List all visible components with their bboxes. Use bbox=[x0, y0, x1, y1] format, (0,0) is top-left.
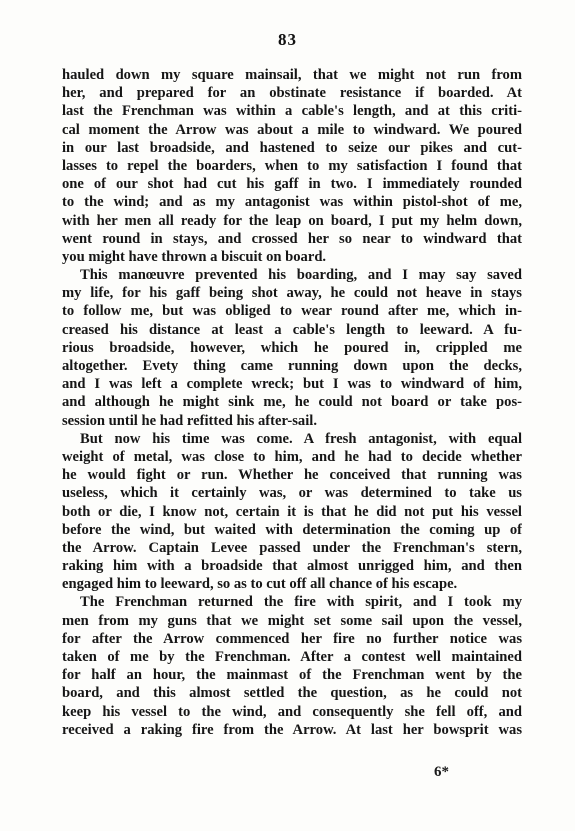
text-line: useless, which it certainly was, or was determined to take us bbox=[62, 485, 522, 502]
page-number: 83 bbox=[278, 30, 297, 49]
text-line: men from my guns that we might set some sail upon the vessel, bbox=[62, 612, 522, 629]
text-line: keep his vessel to the wind, and consequently she fell off, and bbox=[62, 703, 522, 720]
text-line: and although he might sink me, he could not board or take pos- bbox=[62, 394, 522, 411]
text-line: for after the Arrow commenced her fire no further notice was bbox=[62, 630, 522, 647]
text-line: you might have thrown a biscuit on board. bbox=[62, 248, 327, 265]
text-line: with her men all ready for the leap on board, I put my helm down, bbox=[62, 212, 522, 229]
text-line: raking him with a broadside that almost unrigged him, and then bbox=[62, 558, 522, 575]
text-line: This manœuvre prevented his boarding, and I may say saved bbox=[80, 267, 522, 284]
text-line: to follow me, but was obliged to wear round after me, which in- bbox=[62, 303, 522, 320]
text-line: and I was left a complete wreck; but I was to windward of him, bbox=[62, 376, 522, 393]
text-line: session until he had refitted his after-sail. bbox=[62, 412, 317, 429]
text-line: lasses to repel the boarders, when to my satisfaction I found that bbox=[62, 157, 522, 174]
text-line: The Frenchman returned the fire with spirit, and I took my bbox=[80, 594, 522, 611]
text-line: last the Frenchman was within a cable's length, and at this criti- bbox=[62, 103, 522, 120]
text-line: hauled down my square mainsail, that we might not run from bbox=[62, 67, 522, 83]
text-line: weight of metal, was close to him, and he had to decide whether bbox=[62, 448, 522, 465]
text-line: went round in stays, and crossed her so near to windward that bbox=[62, 230, 522, 247]
text-line: altogether. Evety thing came running down upon the decks, bbox=[62, 358, 522, 374]
text-line: received a raking fire from the Arrow. At last her bowsprit was bbox=[62, 721, 522, 738]
text-line: board, and this almost settled the question, as he could not bbox=[62, 685, 522, 702]
text-line: her, and prepared for an obstinate resistance if boarded. At bbox=[62, 85, 522, 102]
text-line: engaged him to leeward, so as to cut off all chance of his escape. bbox=[62, 576, 458, 593]
text-line: rious broadside, however, which he poured in, crippled me bbox=[62, 339, 522, 356]
text-line: one of our shot had cut his gaff in two. I immediately rounded bbox=[62, 176, 522, 193]
text-line: the Arrow. Captain Levee passed under the Frenchman's stern, bbox=[62, 539, 522, 556]
text-line: taken of me by the Frenchman. After a contest well maintained bbox=[62, 649, 522, 665]
text-line: creased his distance at least a cable's length to leeward. A fu- bbox=[62, 321, 522, 338]
signature-mark: 6* bbox=[434, 764, 449, 780]
text-line: for half an hour, the mainmast of the Frenchman went by the bbox=[62, 667, 522, 684]
text-line: both or die, I know not, certain it is that he did not put his vessel bbox=[62, 503, 522, 520]
text-line: before the wind, but waited with determination the coming up of bbox=[62, 521, 522, 538]
body-text bbox=[62, 66, 522, 739]
text-line: he would fight or run. Whether he conceived that running was bbox=[62, 467, 522, 484]
text-line: cal moment the Arrow was about a mile to windward. We poured bbox=[62, 121, 522, 138]
text-line: my life, for his gaff being shot away, he could not heave in stays bbox=[62, 285, 522, 302]
text-line: to the wind; and as my antagonist was within pistol-shot of me, bbox=[62, 194, 522, 211]
text-line: But now his time was come. A fresh antagonist, with equal bbox=[80, 430, 522, 447]
text-line: in our last broadside, and hastened to seize our pikes and cut- bbox=[62, 139, 522, 156]
